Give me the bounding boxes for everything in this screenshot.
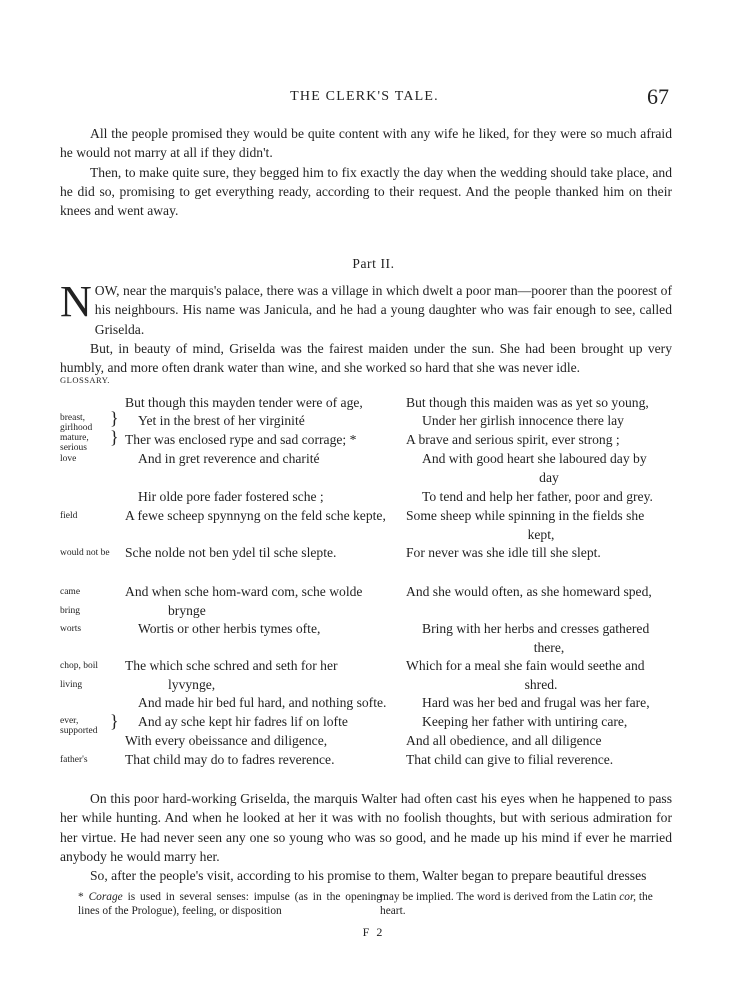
- modern-line: Keeping her father with untiring care,: [422, 714, 628, 729]
- brace-mark: }: [110, 711, 119, 731]
- brace-mark: }: [110, 408, 119, 428]
- old-english-line: And made hir bed ful hard, and nothing softe.: [138, 695, 387, 710]
- footnote-text: the heart.: [380, 891, 653, 917]
- modern-line-continuation: shred.: [524, 677, 558, 692]
- modern-line: A brave and serious spirit, ever strong ;: [406, 432, 620, 447]
- old-english-line: A fewe scheep spynnyng on the feld sche kepte,: [125, 508, 386, 523]
- old-english-line: brynge: [168, 603, 206, 618]
- modern-line: And she would often, as she homeward sped,: [406, 584, 652, 599]
- paragraph: On this poor hard-working Griselda, the marquis Walter had often cast his eyes when he happened to pass her while hunting. And when he looked at her it was with no foolish thoughts, but with serious admiration for her virtue. He had never seen any one so young who was so good, and he made up his mind if ever he married anybody he would marry her.: [60, 791, 672, 864]
- brace-mark: }: [110, 427, 119, 447]
- old-english-line: Hir olde pore fader fostered sche ;: [138, 489, 324, 504]
- modern-line-continuation: day: [539, 470, 559, 485]
- modern-line-text: Bring with her herbs and cresses gathered: [422, 621, 650, 636]
- running-title: THE CLERK'S TALE.: [290, 89, 439, 104]
- paragraph-text: OW, near the marquis's palace, there was a village in which dwelt a poor man—poorer than the poorest of his neighbours. His name was Janicula, and he had a young daughter who was fair enough to see, called Griselda.: [94, 283, 672, 337]
- old-english-line: Yet in the brest of her virginité: [138, 413, 305, 428]
- footnote-marker: *: [78, 891, 89, 903]
- modern-line-text: Which for a meal she fain would seethe and: [406, 658, 645, 673]
- modern-line: Under her girlish innocence there lay: [422, 413, 624, 428]
- glossary-note: bring: [60, 606, 81, 616]
- modern-line-continuation: kept,: [527, 527, 555, 542]
- modern-line: But though this maiden was as yet so young,: [406, 395, 649, 410]
- footnote-column: [78, 890, 382, 918]
- old-english-line: But though this mayden tender were of age,: [125, 395, 363, 410]
- glossary-note: breast, girlhood: [60, 413, 93, 433]
- glossary-note: chop, boil: [60, 661, 98, 671]
- modern-line: [406, 656, 676, 694]
- modern-line-text: And with good heart she laboured day by: [422, 451, 647, 466]
- modern-line: And all obedience, and all diligence: [406, 733, 602, 748]
- old-english-line: That child may do to fadres reverence.: [125, 752, 335, 767]
- glossary-note: father's: [60, 755, 88, 765]
- paragraph: Then, to make quite sure, they begged him to fix exactly the day when the wedding should take place, and he did so, promising to get everything ready, according to their request. And the people thanked him on their knees and went away.: [60, 164, 672, 219]
- old-english-line: Wortis or other herbis tymes ofte,: [138, 621, 321, 636]
- old-english-line: And when sche hom-ward com, sche wolde: [125, 584, 363, 599]
- modern-line-text: Some sheep while spinning in the fields she: [406, 508, 645, 523]
- page-number: 67: [647, 84, 669, 109]
- glossary-note: love: [60, 454, 77, 464]
- footnote-term: Corage: [88, 891, 123, 903]
- paragraph: So, after the people's visit, according to his promise to them, Walter began to prepare beautiful dresses: [90, 868, 647, 884]
- old-english-line: Ther was enclosed rype and sad corrage; *: [125, 432, 357, 447]
- modern-line: That child can give to filial reverence.: [406, 752, 614, 767]
- footnote-term: cor,: [619, 891, 637, 903]
- modern-line: Hard was her bed and frugal was her fare,: [422, 695, 650, 710]
- glossary-note: mature, serious: [60, 433, 89, 453]
- paragraph: But, in beauty of mind, Griselda was the fairest maiden under the sun. She had been brought up very humbly, and more often drank water than wine, and she worked so hard that she was never idle.: [60, 340, 672, 376]
- footnote-text: may be implied. The word is derived from the Latin: [380, 891, 620, 903]
- glossary-note: would not be: [60, 548, 110, 558]
- modern-line-continuation: there,: [533, 640, 565, 655]
- modern-line: [406, 619, 676, 657]
- footnote-text: is used in several senses: impulse (as in the opening lines of the Prologue), feeling, or disposition: [78, 891, 382, 917]
- modern-line: For never was she idle till she slept.: [406, 545, 601, 560]
- modern-line: [406, 506, 676, 544]
- footnote-column: [380, 890, 672, 918]
- drop-cap: N: [60, 277, 92, 326]
- glossary-note: living: [60, 680, 83, 690]
- glossary-note: worts: [60, 624, 82, 634]
- outro-text: [60, 789, 672, 885]
- old-english-line: lyvynge,: [168, 677, 216, 692]
- glossary-heading: GLOSSARY.: [60, 375, 110, 385]
- old-english-line: With every obeissance and diligence,: [125, 733, 328, 748]
- modern-line: [406, 449, 676, 487]
- old-english-line: And ay sche kept hir fadres lif on lofte: [138, 714, 348, 729]
- glossary-note: came: [60, 587, 81, 597]
- old-english-line: Sche nolde not ben ydel til sche slepte.: [125, 545, 337, 560]
- modern-line: To tend and help her father, poor and grey.: [422, 489, 653, 504]
- glossary-note: field: [60, 511, 78, 521]
- part-heading: Part II.: [352, 256, 395, 271]
- glossary-note: ever, supported: [60, 716, 98, 736]
- signature-mark: F 2: [362, 925, 385, 939]
- paragraph: All the people promised they would be quite content with any wife he liked, for they were so much afraid he would not marry at all if they didn't.: [60, 126, 672, 161]
- old-english-line: The which sche schred and seth for her: [125, 658, 338, 673]
- old-english-line: And in gret reverence and charité: [138, 451, 320, 466]
